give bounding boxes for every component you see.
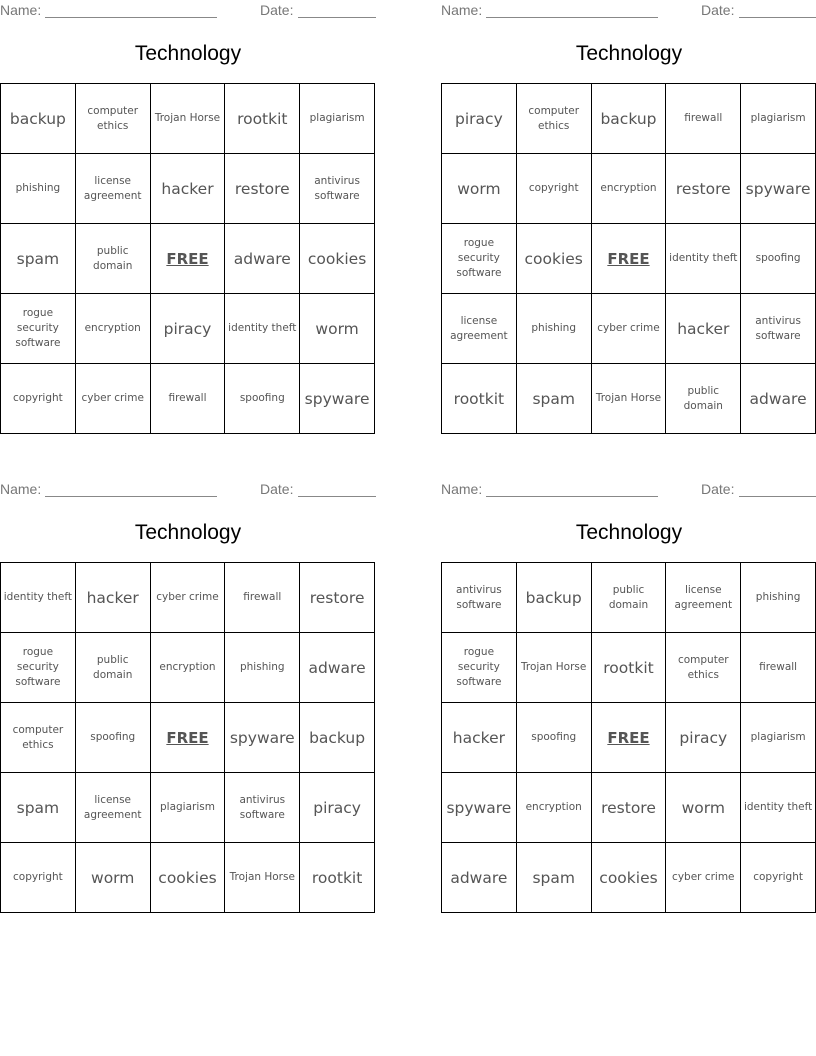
bingo-cell: hacker	[76, 563, 151, 633]
bingo-cell: firewall	[151, 364, 226, 434]
bingo-cell: encryption	[76, 294, 151, 364]
bingo-cell: hacker	[151, 154, 226, 224]
bingo-cell: public domain	[76, 224, 151, 294]
bingo-cell: license agreement	[666, 563, 741, 633]
bingo-cell: hacker	[666, 294, 741, 364]
bingo-cell: rootkit	[442, 364, 517, 434]
bingo-cell: restore	[666, 154, 741, 224]
bingo-cell: rogue security software	[1, 633, 76, 703]
bingo-cell: hacker	[442, 703, 517, 773]
bingo-cell: cookies	[517, 224, 592, 294]
name-line	[486, 496, 658, 497]
bingo-cell: firewall	[225, 563, 300, 633]
bingo-cell: firewall	[666, 84, 741, 154]
bingo-cell: phishing	[741, 563, 816, 633]
bingo-cell: rogue security software	[1, 294, 76, 364]
date-label: Date:	[701, 2, 735, 18]
bingo-cell: antivirus software	[741, 294, 816, 364]
bingo-cell: public domain	[666, 364, 741, 434]
bingo-cell: encryption	[592, 154, 667, 224]
card-header	[0, 481, 376, 499]
date-line	[298, 496, 376, 497]
bingo-cell: backup	[1, 84, 76, 154]
bingo-cell: identity theft	[666, 224, 741, 294]
bingo-cell: Trojan Horse	[592, 364, 667, 434]
name-line	[45, 496, 217, 497]
card-header	[441, 481, 816, 499]
free-space: FREE	[151, 224, 226, 294]
bingo-cell: antivirus software	[300, 154, 375, 224]
bingo-cell: rootkit	[300, 843, 375, 913]
bingo-cell: copyright	[1, 843, 76, 913]
bingo-cell: adware	[442, 843, 517, 913]
bingo-cell: spyware	[442, 773, 517, 843]
bingo-cell: identity theft	[1, 563, 76, 633]
bingo-cell: cookies	[592, 843, 667, 913]
bingo-cell: restore	[300, 563, 375, 633]
bingo-cell: spyware	[741, 154, 816, 224]
name-line	[486, 17, 658, 18]
bingo-cell: cyber crime	[151, 563, 226, 633]
bingo-cell: piracy	[666, 703, 741, 773]
bingo-cell: worm	[666, 773, 741, 843]
bingo-grid	[0, 83, 375, 434]
bingo-cell: spoofing	[76, 703, 151, 773]
bingo-cell: backup	[300, 703, 375, 773]
bingo-cell: worm	[442, 154, 517, 224]
bingo-cell: piracy	[442, 84, 517, 154]
bingo-cell: license agreement	[442, 294, 517, 364]
bingo-cell: adware	[225, 224, 300, 294]
bingo-cell: phishing	[1, 154, 76, 224]
bingo-cell: public domain	[76, 633, 151, 703]
bingo-cell: worm	[76, 843, 151, 913]
bingo-cell: firewall	[741, 633, 816, 703]
bingo-cell: plagiarism	[741, 84, 816, 154]
bingo-cell: spoofing	[741, 224, 816, 294]
bingo-cell: cyber crime	[592, 294, 667, 364]
bingo-cell: cyber crime	[76, 364, 151, 434]
name-label: Name:	[441, 481, 483, 497]
bingo-cell: spoofing	[517, 703, 592, 773]
bingo-cell: adware	[741, 364, 816, 434]
bingo-cell: rootkit	[225, 84, 300, 154]
bingo-cell: antivirus software	[225, 773, 300, 843]
bingo-cell: license agreement	[76, 773, 151, 843]
free-space: FREE	[592, 703, 667, 773]
bingo-cell: plagiarism	[151, 773, 226, 843]
date-line	[739, 17, 816, 18]
bingo-cell: piracy	[300, 773, 375, 843]
bingo-cell: rootkit	[592, 633, 667, 703]
free-space: FREE	[592, 224, 667, 294]
bingo-cell: encryption	[151, 633, 226, 703]
bingo-grid	[0, 562, 375, 913]
bingo-cell: backup	[592, 84, 667, 154]
card-header	[441, 2, 816, 20]
bingo-cell: computer ethics	[666, 633, 741, 703]
bingo-cell: copyright	[741, 843, 816, 913]
bingo-cell: phishing	[517, 294, 592, 364]
bingo-cell: antivirus software	[442, 563, 517, 633]
bingo-grid	[441, 83, 816, 434]
bingo-grid	[441, 562, 816, 913]
date-label: Date:	[260, 481, 294, 497]
bingo-cell: copyright	[1, 364, 76, 434]
bingo-cell: spoofing	[225, 364, 300, 434]
bingo-cell: cyber crime	[666, 843, 741, 913]
bingo-cell: spyware	[225, 703, 300, 773]
bingo-cell: identity theft	[225, 294, 300, 364]
bingo-cell: spam	[517, 843, 592, 913]
name-label: Name:	[441, 2, 483, 18]
card-header	[0, 2, 376, 20]
bingo-cell: piracy	[151, 294, 226, 364]
name-label: Name:	[0, 481, 42, 497]
bingo-cell: spam	[1, 773, 76, 843]
bingo-cell: computer ethics	[76, 84, 151, 154]
bingo-cell: cookies	[300, 224, 375, 294]
bingo-cell: rogue security software	[442, 224, 517, 294]
bingo-cell: computer ethics	[1, 703, 76, 773]
bingo-cell: phishing	[225, 633, 300, 703]
bingo-cell: spam	[517, 364, 592, 434]
date-line	[298, 17, 376, 18]
card-title: Technology	[575, 42, 683, 65]
bingo-cell: encryption	[517, 773, 592, 843]
bingo-cell: public domain	[592, 563, 667, 633]
bingo-cell: backup	[517, 563, 592, 633]
bingo-cell: worm	[300, 294, 375, 364]
card-title: Technology	[134, 42, 242, 65]
date-label: Date:	[260, 2, 294, 18]
bingo-cell: computer ethics	[517, 84, 592, 154]
name-label: Name:	[0, 2, 42, 18]
bingo-cell: identity theft	[741, 773, 816, 843]
card-title: Technology	[134, 521, 242, 544]
bingo-cell: copyright	[517, 154, 592, 224]
bingo-cell: spam	[1, 224, 76, 294]
card-title: Technology	[575, 521, 683, 544]
bingo-cell: plagiarism	[741, 703, 816, 773]
bingo-cell: Trojan Horse	[151, 84, 226, 154]
free-space: FREE	[151, 703, 226, 773]
bingo-cell: plagiarism	[300, 84, 375, 154]
date-label: Date:	[701, 481, 735, 497]
bingo-cell: spyware	[300, 364, 375, 434]
date-line	[739, 496, 816, 497]
bingo-cell: cookies	[151, 843, 226, 913]
bingo-cell: Trojan Horse	[517, 633, 592, 703]
bingo-cell: rogue security software	[442, 633, 517, 703]
bingo-cell: restore	[225, 154, 300, 224]
name-line	[45, 17, 217, 18]
bingo-cell: Trojan Horse	[225, 843, 300, 913]
bingo-cell: restore	[592, 773, 667, 843]
bingo-cell: license agreement	[76, 154, 151, 224]
bingo-cell: adware	[300, 633, 375, 703]
